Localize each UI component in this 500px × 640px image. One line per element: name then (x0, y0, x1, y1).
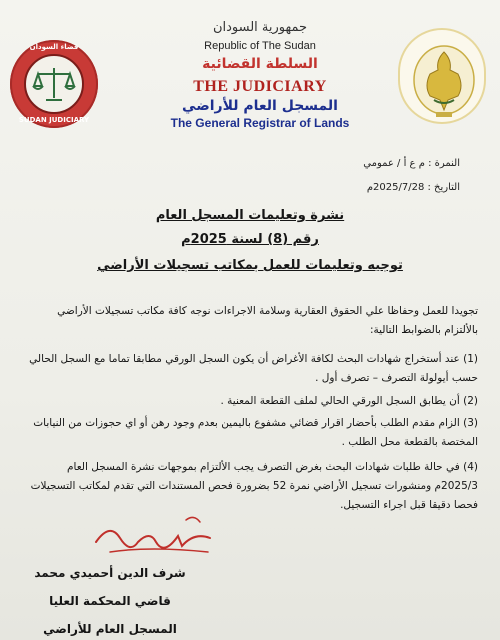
title-line-3-text: توجيه وتعليمات للعمل بمكاتب تسجيلات الأراضي (97, 258, 403, 273)
header-judiciary-arabic: السلطة القضائية (202, 56, 318, 72)
document-date: التاريخ : 2025/7/28م (366, 182, 460, 193)
sudan-emblem-logo (398, 28, 486, 124)
reference-number: النمرة : م ع أ / عمومي (363, 158, 460, 169)
intro-paragraph: تجويدا للعمل وحفاظا علي الحقوق العقارية وسلامة الاجراءات نوجه كافة مكاتب تسجيلات الأراضي بالألتزام بالضوابط التالية: (57, 305, 478, 336)
title-line-3 (0, 258, 500, 273)
header-judiciary-english: THE JUDICIARY (193, 78, 327, 95)
list-item-2: (2) أن يطابق السجل الورقي الحالي لملف القطعة المعنية . (220, 395, 478, 407)
secretary-bird-emblem-icon (400, 30, 488, 126)
list-item-3: (3) الزام مقدم الطلب بأحضار اقرار قضائي مشفوع باليمين بعدم وجود رهن أو اي حجوزات من النيابات المختصة بالقطعة محل الطلب . (33, 417, 478, 448)
list-item-1: (1) عند أستخراج شهادات البحث لكافة الأغراض أن يكون السجل الورقي مطابقا تماما مع السجل الحالي حسب أيولولة التصرف – تصرف أول . (29, 353, 478, 384)
title-line-2-text: رقم (8) لسنة 2025م (181, 232, 319, 247)
judiciary-seal-logo (10, 40, 98, 128)
header-republic-arabic: جمهورية السودان (212, 20, 308, 35)
list-item-4: (4) في حالة طلبات شهادات البحث بغرض التصرف يجب الألتزام بموجهات نشرة المسجل العام 2025/3م ومنشورات تسجيل الأراضي نمرة 52 بضرورة فحص المستندات التي تقدم لمكاتب التسجيلات فحصا دقيقا قبل اجراء التسجيل. (30, 461, 478, 511)
title-line-1 (0, 208, 500, 223)
header-republic-english: Republic of The Sudan (204, 40, 316, 52)
seal-bottom-text: SUDAN JUDICIARY (18, 116, 90, 124)
title-line-1-text: نشرة وتعليمات المسجل العام (155, 208, 345, 223)
signatory-office: المسجل العام للأراضي (43, 622, 177, 636)
signatory-name: شرف الدين أحميدي محمد (34, 566, 186, 580)
header-registrar-english: The General Registrar of Lands (170, 116, 350, 130)
title-line-2 (0, 232, 500, 247)
handwritten-signature (90, 512, 230, 568)
seal-top-text: قضاء السودان (29, 43, 79, 51)
signatory-title: قاضي المحكمة العليا (49, 594, 171, 608)
scales-icon (10, 40, 98, 128)
header-registrar-arabic: المسجل العام للأراضي (182, 98, 338, 114)
